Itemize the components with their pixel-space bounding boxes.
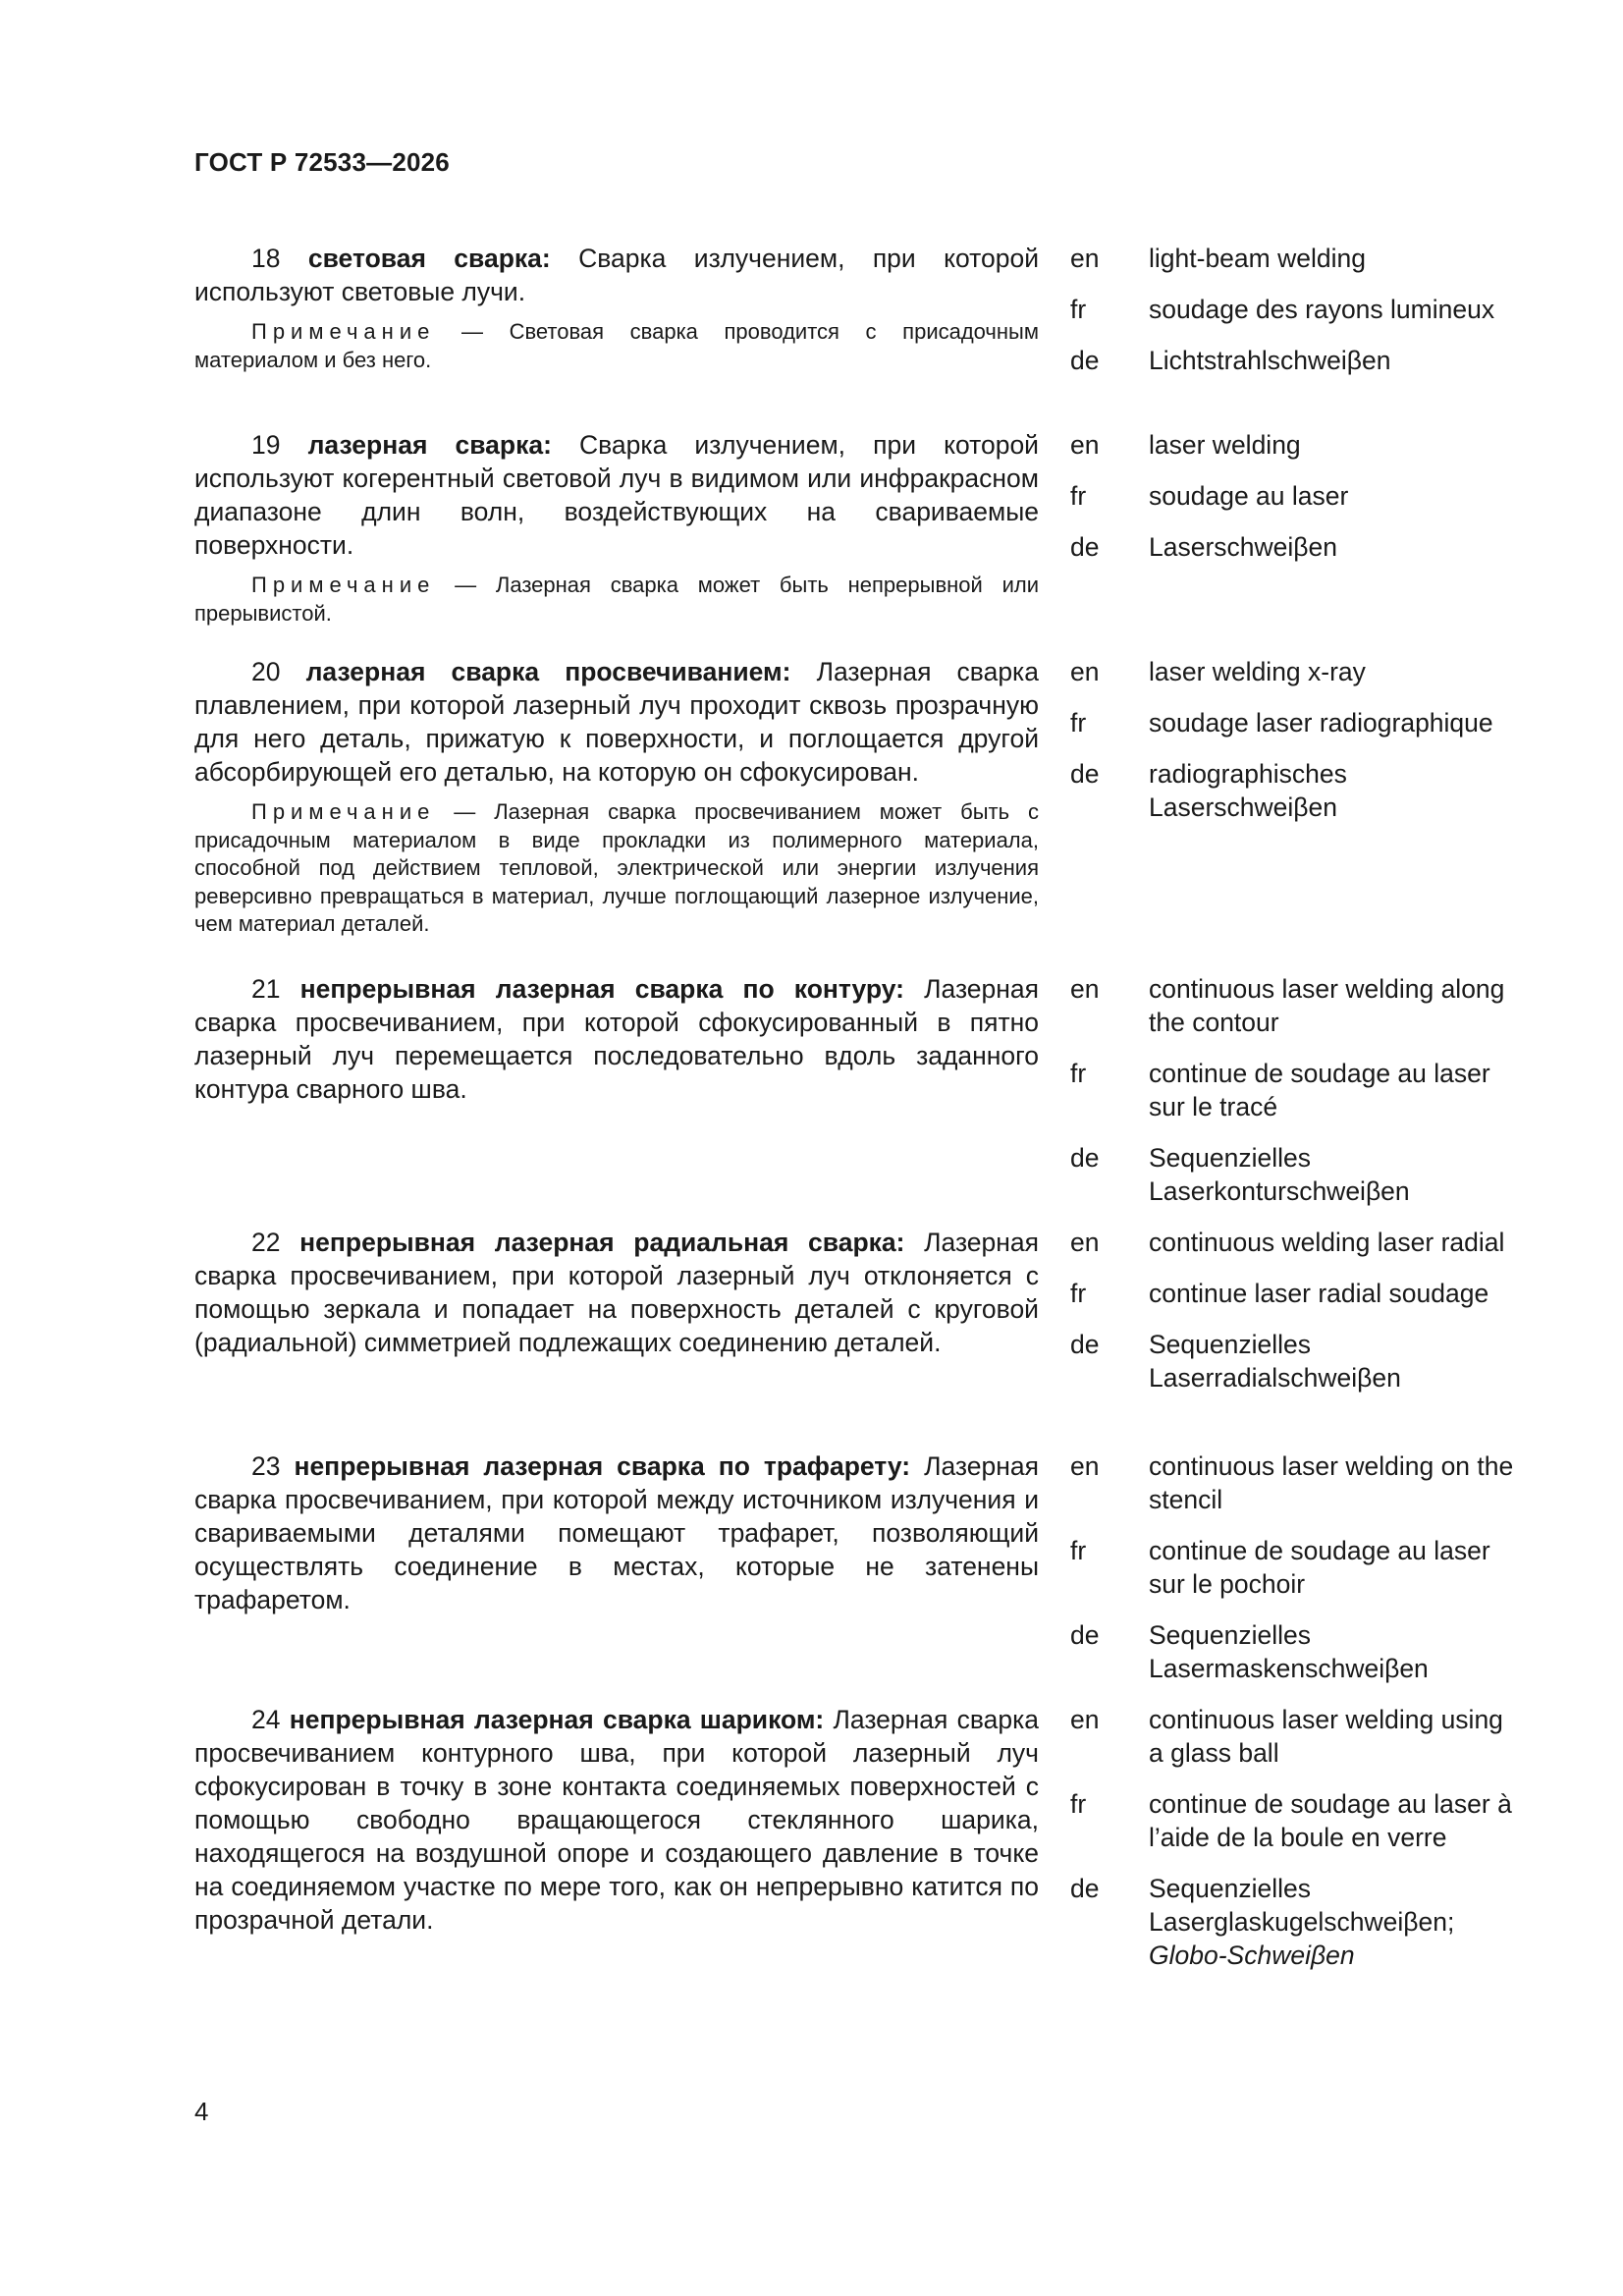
translation-text: Sequenzielles Laserradialschweiβen <box>1149 1330 1401 1393</box>
term-definition <box>194 428 1039 562</box>
translation-text: continue de soudage au laser sur le pochoir <box>1149 1536 1490 1599</box>
term-translations <box>1070 1703 1522 1990</box>
translation-de: de Laserschweiβen <box>1070 530 1522 564</box>
term-title: световая сварка: <box>307 244 551 273</box>
term-title: непрерывная лазерная сварка шариком: <box>289 1705 825 1734</box>
translation-text: continuous laser welding along the contour <box>1149 974 1505 1037</box>
translation-en: en light-beam welding <box>1070 242 1522 275</box>
translation-de: de Sequenzielles Lasermaskenschweiβen <box>1070 1618 1522 1685</box>
translation-text: radiographisches Laserschweiβen <box>1149 759 1347 822</box>
term-definition <box>194 655 1039 789</box>
translation-text: laser welding <box>1149 430 1301 460</box>
term-title: лазерная сварка просвечиванием: <box>305 657 791 686</box>
translation-text: laser welding x-ray <box>1149 657 1366 686</box>
translation-de: de radiographisches Laserschweiβen <box>1070 757 1522 824</box>
term-number: 19 <box>251 430 281 460</box>
translation-text: continuous laser welding using a glass ball <box>1149 1705 1503 1768</box>
term-ru <box>194 1703 1039 1937</box>
term-number: 24 <box>251 1705 281 1734</box>
translation-text: Sequenzielles Laserglaskugelschweiβen; <box>1149 1874 1455 1937</box>
term-note <box>194 572 1039 628</box>
translation-text: light-beam welding <box>1149 244 1366 273</box>
translation-en: en continuous welding laser radial <box>1070 1226 1522 1259</box>
translation-text: Laserschweiβen <box>1149 532 1338 562</box>
translation-text: Lichtstrahlschweiβen <box>1149 346 1391 375</box>
term-definition <box>194 242 1039 308</box>
translation-fr: fr continue laser radial soudage <box>1070 1277 1522 1310</box>
translation-text: Sequenzielles Laserkonturschweiβen <box>1149 1143 1410 1206</box>
term-ru <box>194 972 1039 1106</box>
note-label: Примечание <box>251 573 436 597</box>
definition-text: Лазерная сварка просвечиванием, при которой между источником излучения и свариваемыми деталями помещают трафарет, позволяющий осуществлять соединение в местах, которые не затенены трафаретом. <box>194 1451 1039 1614</box>
definition-text: Лазерная сварка просвечиванием, при которой сфокусированный в пятно лазерный луч перемещается последовательно вдоль заданного контура сварного шва. <box>194 974 1039 1104</box>
term-title: непрерывная лазерная радиальная сварка: <box>299 1228 905 1257</box>
note-text: Световая сварка проводится с присадочным материалом и без него. <box>194 319 1039 372</box>
definition-text: Лазерная сварка просвечиванием, при которой лазерный луч отклоняется с помощью зеркала и попадает на поверхность деталей с круговой (радиальной) симметрией подлежащих соединению деталей. <box>194 1228 1039 1357</box>
term-number: 23 <box>251 1451 281 1481</box>
translation-text: Sequenzielles Lasermaskenschweiβen <box>1149 1620 1429 1683</box>
translation-text: soudage au laser <box>1149 481 1349 511</box>
translation-text: continuous welding laser radial <box>1149 1228 1505 1257</box>
term-translations <box>1070 972 1522 1226</box>
translation-text-alt: Globo-Schweiβen <box>1149 1941 1355 1970</box>
note-label: Примечание <box>251 319 436 344</box>
translation-en: en laser welding x-ray <box>1070 655 1522 688</box>
note-dash: — <box>460 319 483 344</box>
note-dash: — <box>455 573 477 597</box>
translation-de: de Lichtstrahlschweiβen <box>1070 344 1522 377</box>
definition-text: Сварка излучением, при которой используют световые лучи. <box>194 244 1040 306</box>
term-translations <box>1070 242 1522 395</box>
note-label: Примечание <box>251 799 436 824</box>
term-translations <box>1070 1226 1522 1412</box>
term-title: непрерывная лазерная сварка по контуру: <box>299 974 904 1004</box>
note-text: Лазерная сварка может быть непрерывной или прерывистой. <box>194 573 1039 626</box>
translation-en: en laser welding <box>1070 428 1522 462</box>
term-note <box>194 798 1039 939</box>
term-ru <box>194 428 1039 628</box>
translation-text: soudage laser radiographique <box>1149 708 1493 738</box>
term-translations <box>1070 655 1522 842</box>
translation-fr: fr soudage au laser <box>1070 479 1522 513</box>
definition-text: Лазерная сварка плавлением, при которой лазерный луч проходит сквозь прозрачную для него деталь, прижатую к поверхности, и поглощается другой абсорбирующей его деталью, на которую он сфокусирован. <box>194 657 1039 787</box>
translation-de: de Sequenzielles Laserradialschweiβen <box>1070 1328 1522 1394</box>
translation-fr: fr continue de soudage au laser sur le pochoir <box>1070 1534 1522 1601</box>
term-translations <box>1070 1449 1522 1703</box>
term-definition <box>194 972 1039 1106</box>
definition-text: Сварка излучением, при которой используют когерентный световой луч в видимом или инфракрасном диапазоне длин волн, воздействующих на свариваемые поверхности. <box>194 430 1039 560</box>
translation-text: continue de soudage au laser sur le tracé <box>1149 1059 1490 1121</box>
term-definition <box>194 1226 1039 1359</box>
term-ru <box>194 1226 1039 1359</box>
term-translations <box>1070 428 1522 581</box>
term-number: 22 <box>251 1228 281 1257</box>
term-ru <box>194 655 1039 939</box>
term-number: 21 <box>251 974 281 1004</box>
definition-text: Лазерная сварка просвечиванием контурного шва, при которой лазерный луч сфокусирован в точку в зоне контакта соединяемых поверхностей с помощью свободно вращающегося стеклянного шарика, находящегося на воздушной опоре и создающего давление в точке на соединяемом участке по мере того, как он непрерывно катится по прозрачной детали. <box>194 1705 1039 1935</box>
document-header: ГОСТ Р 72533—2026 <box>194 147 450 177</box>
translation-text: continue de soudage au laser à l’aide de la boule en verre <box>1149 1789 1512 1852</box>
translation-en: en continuous laser welding along the contour <box>1070 972 1522 1039</box>
translation-en: en continuous laser welding on the stencil <box>1070 1449 1522 1516</box>
term-note <box>194 318 1039 374</box>
note-text: Лазерная сварка просвечиванием может быть с присадочным материалом в виде прокладки из полимерного материала, способной под действием тепловой, электрической или энергии излучения реверсивно превращаться в материал, лучше поглощающий лазерное излучение, чем материал деталей. <box>194 799 1039 936</box>
translation-fr: fr soudage des rayons lumineux <box>1070 293 1522 326</box>
term-title: лазерная сварка: <box>307 430 552 460</box>
translation-fr: fr soudage laser radiographique <box>1070 706 1522 739</box>
term-title: непрерывная лазерная сварка по трафарету: <box>294 1451 911 1481</box>
translation-fr: fr continue de soudage au laser à l’aide de la boule en verre <box>1070 1787 1522 1854</box>
term-ru <box>194 1449 1039 1616</box>
translation-de: de Sequenzielles Laserkonturschweiβen <box>1070 1141 1522 1208</box>
term-definition <box>194 1449 1039 1616</box>
translation-fr: fr continue de soudage au laser sur le tracé <box>1070 1057 1522 1123</box>
term-ru <box>194 242 1039 374</box>
translation-de: de Sequenzielles Laserglaskugelschweiβen; Globo-Schweiβen <box>1070 1874 1455 1970</box>
term-number: 20 <box>251 657 281 686</box>
translation-text: continue laser radial soudage <box>1149 1279 1489 1308</box>
translation-en: en continuous laser welding using a glass ball <box>1070 1703 1522 1770</box>
translation-text: soudage des rayons lumineux <box>1149 295 1495 324</box>
term-definition <box>194 1703 1039 1937</box>
page-number: 4 <box>194 2097 209 2126</box>
note-dash: — <box>454 799 476 824</box>
translation-text: continuous laser welding on the stencil <box>1149 1451 1514 1514</box>
term-number: 18 <box>251 244 281 273</box>
